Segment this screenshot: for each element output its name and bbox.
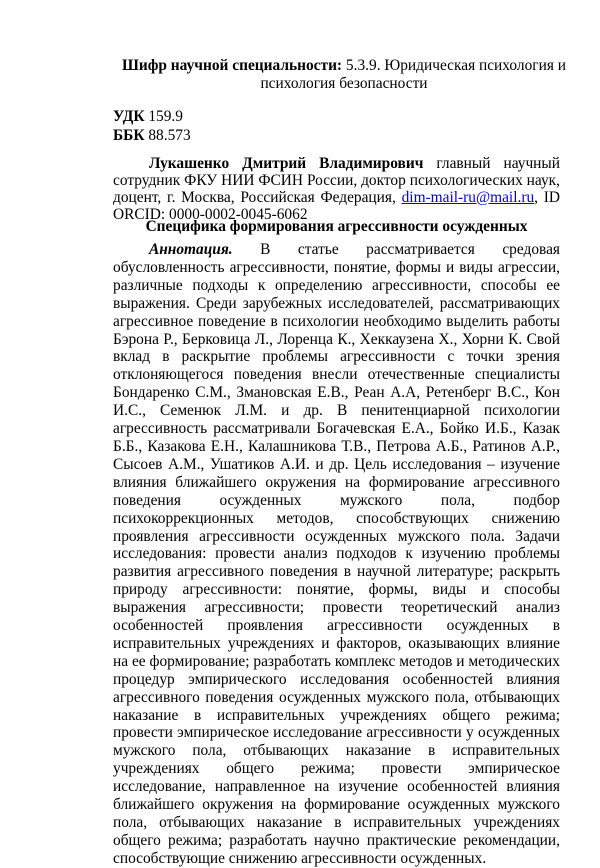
author-details: главный научный сотрудник ФКУ НИИ ФСИН России, доктор психологических наук, доцент, г. Москва, Российская Федерация, — [113, 155, 560, 206]
author-orcid: , ID ORCID: 0000-0002-0045-6062 — [113, 189, 561, 223]
author-email-link[interactable]: dim-mail-ru@mail.ru — [401, 189, 535, 206]
author-paragraph — [113, 155, 560, 223]
bbk-line — [113, 127, 191, 146]
author-block — [113, 155, 560, 223]
article-title: Специфика формирования агрессивности осужденных — [145, 218, 528, 235]
specialty-label: Шифр научной специальности: — [121, 57, 343, 74]
bbk-value: 88.573 — [144, 126, 191, 144]
author-name: Лукашенко Дмитрий Владимирович — [149, 155, 424, 172]
bbk-label: ББК — [113, 126, 145, 144]
specialty-value: 5.3.9. Юридическая психология и психология безопасности — [260, 57, 566, 92]
abstract-block — [113, 241, 560, 868]
abstract-label: Аннотация. — [149, 241, 233, 258]
abstract-paragraph — [113, 241, 560, 868]
classification-block — [113, 108, 191, 145]
udk-label: УДК — [113, 108, 145, 125]
udk-line — [113, 108, 191, 127]
udk-value: 159.9 — [144, 108, 183, 125]
specialty-line — [88, 57, 600, 92]
abstract-text: В статье рассматривается средовая обусловленность агрессивности, понятие, формы и виды агрессии, различные подходы к определению агрессивности, способы ее выражения. Среди зарубежных исследователей, рассматривающих агрессивное поведение в психологии необходимо выделить работы Бэрона Р., Берковица Л., Лоренца К., Хеккаузена Х., Хорни К. Свой вклад в раскрытие проблемы агрессивности с точки зрения отклоняющегося поведения внесли отечественные специалисты Бондаренко С.М., Змановская Е.В., Реан А.А, Ретенберг В.С., Кон И.С., Семенюк Л.М. и др. В пенитенциарной психологии агрессивность рассматривали Богачевская Е.А., Бойко И.Б., Казак Б.Б., Казакова Е.Н., Калашникова Т.В., Петрова А.Б., Ратинов А.Р., Сысоев А.М., Ушатиков А.И. и др. Цель исследования – изучение влияния ближайшего окружения на формирование агрессивного поведения осужденных мужского пола, подбор психокоррекционных методов, способствующих снижению проявления агрессивности осужденных мужского пола. Задачи исследования: провести анализ подходов к изучению проблемы развития агрессивного поведения в научной литературе; раскрыть природу агрессивности: понятие, формы, виды и способы выражения агрессивности; провести теоретический анализ особенностей проявления агрессивности осужденных в исправительных учреждениях и факторов, оказывающих влияние на ее формирование; разработать комплекс методов и методических процедур эмпирического исследования особенностей влияния агрессивного поведения осужденных мужского пола, отбывающих наказание в исправительных учреждениях общего режима; провести эмпирическое исследование агрессивности у осужденных мужского пола, отбывающих наказание в исправительных учреждениях общего режима; провести эмпирическое исследование, направленное на изучение особенностей влияния ближайшего окружения на формирование осужденных мужского пола, отбывающих наказание в исправительных учреждениях общего режима; разработать научно практические рекомендации, способствующие снижению агрессивности осужденных. — [113, 241, 560, 867]
